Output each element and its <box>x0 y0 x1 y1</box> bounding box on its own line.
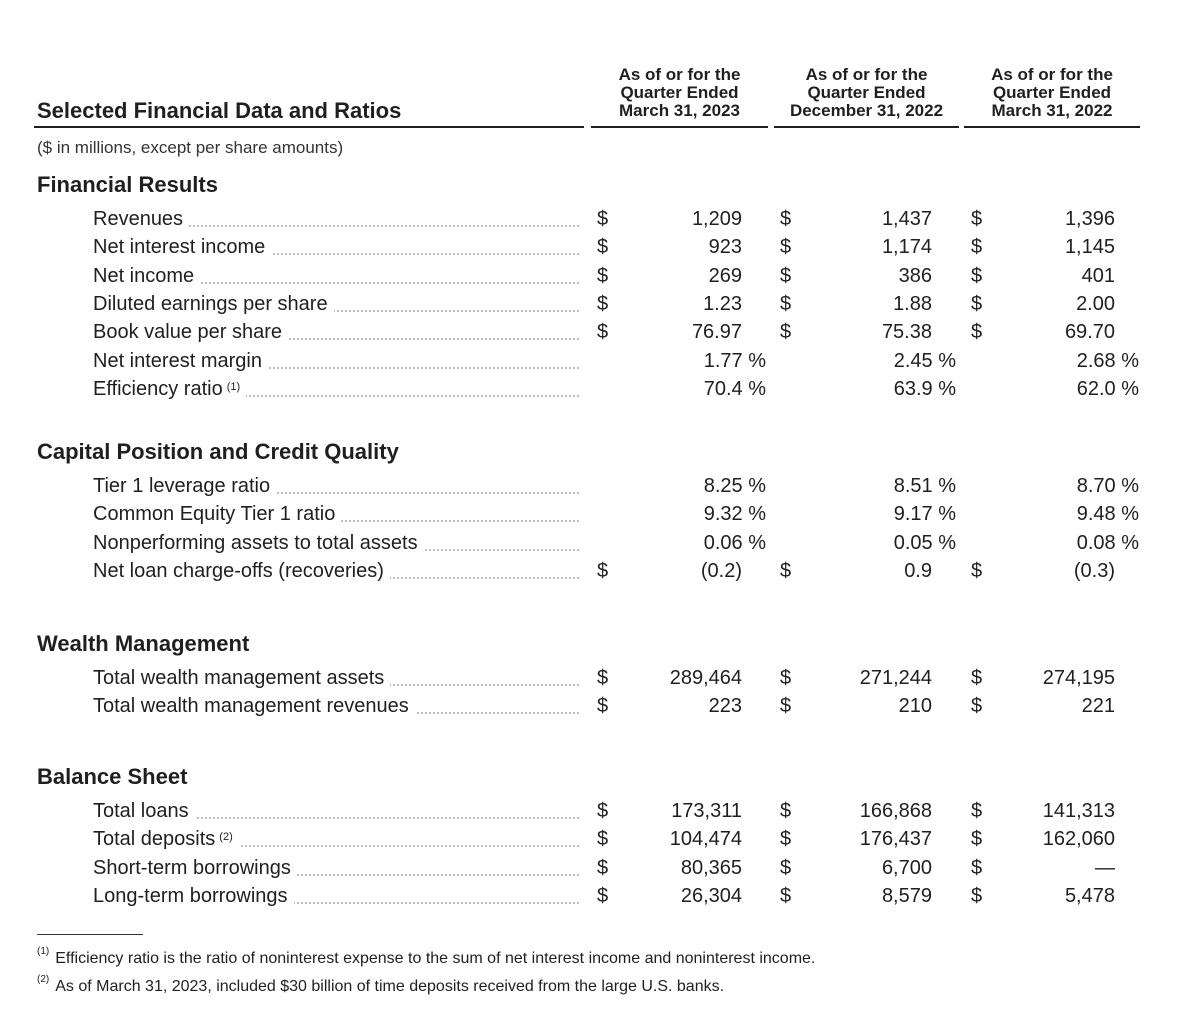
row-label-text: Diluted earnings per share <box>93 292 328 315</box>
row-label <box>93 501 341 527</box>
column-header-line: As of or for the <box>805 65 928 84</box>
title-rule <box>34 126 584 128</box>
row-label-text: Common Equity Tier 1 ratio <box>93 503 336 526</box>
cell-value: 1.23 <box>703 292 742 315</box>
cell-value: 269 <box>708 264 742 287</box>
dollar-sign: $ <box>597 236 609 259</box>
cell-value: 289,464 <box>669 667 742 689</box>
row-label <box>93 883 294 909</box>
footnote-reference: (2) <box>219 831 233 844</box>
footnote-2 <box>37 974 725 996</box>
dollar-sign: $ <box>971 559 983 582</box>
cell-value: 26,304 <box>680 884 742 907</box>
dollar-sign: $ <box>780 264 792 287</box>
row-label-text: Short-term borrowings <box>93 856 291 879</box>
dollar-sign: $ <box>597 856 609 879</box>
cell-value: 6,700 <box>881 856 932 879</box>
cell-value: 176,437 <box>859 828 932 851</box>
cell-value: 63.9 % <box>893 377 956 400</box>
row-label <box>93 693 415 719</box>
cell-value: 0.06 % <box>703 531 766 554</box>
dollar-sign: $ <box>597 884 609 907</box>
column-rule-2 <box>774 126 959 128</box>
cell-value: 1,437 <box>881 208 932 230</box>
column-header-1 <box>593 66 766 120</box>
cell-value: 70.4 % <box>703 377 766 400</box>
dollar-sign: $ <box>780 236 792 259</box>
column-header-2 <box>776 66 957 120</box>
row-label-text: Total deposits <box>93 828 216 851</box>
row-label-text: Nonperforming assets to total assets <box>93 531 418 554</box>
row-label-text: Net interest income <box>93 236 266 259</box>
dollar-sign: $ <box>971 800 983 822</box>
row-label-text: Total wealth management revenues <box>93 695 409 718</box>
dollar-sign: $ <box>971 236 983 259</box>
table-row <box>0 501 1195 529</box>
table-row <box>0 530 1195 558</box>
section-title-wealth-management: Wealth Management <box>37 631 250 656</box>
row-label-text: Net interest margin <box>93 349 262 372</box>
cell-value: 9.32 % <box>703 503 766 526</box>
dollar-sign: $ <box>780 856 792 879</box>
row-label <box>93 376 246 402</box>
row-label <box>93 348 268 374</box>
cell-value: 401 <box>1081 264 1115 287</box>
table-row <box>0 665 1195 693</box>
cell-value: 1,174 <box>881 236 932 259</box>
dollar-sign: $ <box>780 800 792 822</box>
table-title: Selected Financial Data and Ratios <box>37 98 402 123</box>
table-row <box>0 263 1195 291</box>
table-row <box>0 473 1195 501</box>
dollar-sign: $ <box>597 667 609 689</box>
table-row <box>0 883 1195 911</box>
cell-value: 9.17 % <box>893 503 956 526</box>
row-label-text: Total wealth management assets <box>93 667 385 689</box>
dollar-sign: $ <box>597 292 609 315</box>
dollar-sign: $ <box>597 559 609 582</box>
cell-value: 76.97 <box>691 321 742 344</box>
dollar-sign: $ <box>971 292 983 315</box>
column-header-line: March 31, 2022 <box>991 101 1113 120</box>
column-rule-1 <box>591 126 768 128</box>
row-label-text: Total loans <box>93 800 189 822</box>
cell-value: 69.70 <box>1064 321 1115 344</box>
table-row <box>0 234 1195 262</box>
row-label <box>93 530 424 556</box>
cell-value: 1,396 <box>1064 208 1115 230</box>
cell-value: 1.88 <box>893 292 932 315</box>
table-row <box>0 319 1195 347</box>
row-label <box>93 291 334 317</box>
dollar-sign: $ <box>971 321 983 344</box>
cell-value: 1,145 <box>1064 236 1115 259</box>
cell-value: 173,311 <box>671 800 742 822</box>
column-header-line: Quarter Ended <box>620 83 739 102</box>
dollar-sign: $ <box>780 292 792 315</box>
column-header-line: December 31, 2022 <box>789 101 944 120</box>
cell-value: 210 <box>898 695 932 718</box>
dollar-sign: $ <box>597 695 609 718</box>
cell-value: 1,209 <box>691 208 742 230</box>
table-row <box>0 798 1195 826</box>
dollar-sign: $ <box>971 208 983 230</box>
cell-value: 274,195 <box>1042 667 1115 689</box>
table-row <box>0 291 1195 319</box>
row-label <box>93 558 390 584</box>
row-label <box>93 855 297 881</box>
footnote-reference: (1) <box>226 380 241 393</box>
dollar-sign: $ <box>597 321 609 344</box>
units-note: ($ in millions, except per share amounts) <box>37 138 344 157</box>
table-row <box>0 206 1195 234</box>
dollar-sign: $ <box>597 264 609 287</box>
cell-value: 2.00 <box>1076 292 1115 315</box>
table-row <box>0 376 1195 404</box>
dollar-sign: $ <box>780 695 792 718</box>
row-label <box>93 319 288 345</box>
cell-value: 75.38 <box>881 321 932 344</box>
cell-value: 5,478 <box>1064 884 1115 907</box>
footnote-mark: (1) <box>37 946 50 957</box>
cell-value: 221 <box>1081 695 1115 718</box>
cell-value: 2.45 % <box>893 349 956 372</box>
row-label-text: Tier 1 leverage ratio <box>93 475 271 497</box>
footnote-rule <box>37 934 143 935</box>
column-header-line: As of or for the <box>991 65 1113 84</box>
cell-value: 8,579 <box>881 884 932 907</box>
cell-value: 0.9 <box>904 559 932 582</box>
row-label <box>93 665 390 691</box>
cell-value: 104,474 <box>669 828 742 851</box>
dollar-sign: $ <box>597 800 609 822</box>
table-row <box>0 826 1195 854</box>
table-row <box>0 855 1195 883</box>
cell-value: 271,244 <box>859 667 932 689</box>
column-rule-3 <box>964 126 1140 128</box>
row-label <box>93 206 189 232</box>
cell-value: 141,313 <box>1042 800 1115 822</box>
cell-value: (0.3) <box>1073 559 1115 582</box>
dollar-sign: $ <box>780 321 792 344</box>
row-label-text: Book value per share <box>93 321 283 344</box>
table-row <box>0 558 1195 586</box>
footnote-text: Efficiency ratio is the ratio of noninterest expense to the sum of net interest income and noninterest income. <box>55 950 816 967</box>
section-title-capital-position: Capital Position and Credit Quality <box>37 439 399 464</box>
dollar-sign: $ <box>971 695 983 718</box>
cell-value: 162,060 <box>1042 828 1115 851</box>
row-label <box>93 826 239 852</box>
dollar-sign: $ <box>780 667 792 689</box>
dollar-sign: $ <box>597 828 609 851</box>
column-header-line: As of or for the <box>618 65 741 84</box>
cell-value: 62.0 % <box>1076 377 1139 400</box>
table-row <box>0 348 1195 376</box>
cell-value: 386 <box>898 264 932 287</box>
footnote-text: As of March 31, 2023, included $30 billion of time deposits received from the large U.S. banks. <box>55 978 725 995</box>
section-title-financial-results: Financial Results <box>37 172 218 197</box>
dollar-sign: $ <box>971 828 983 851</box>
cell-value: 1.77 % <box>703 349 766 372</box>
cell-value: (0.2) <box>700 559 742 582</box>
dollar-sign: $ <box>971 264 983 287</box>
dollar-sign: $ <box>971 856 983 879</box>
cell-value: 923 <box>708 236 742 259</box>
column-header-line: Quarter Ended <box>992 83 1112 102</box>
row-label-text: Net income <box>93 264 195 287</box>
dollar-sign: $ <box>780 208 792 230</box>
dollar-sign: $ <box>971 884 983 907</box>
row-label-text: Efficiency ratio <box>93 377 223 400</box>
footnote-1 <box>37 946 816 968</box>
cell-value: 8.51 % <box>893 475 956 497</box>
cell-value: 9.48 % <box>1076 503 1139 526</box>
row-label <box>93 473 276 499</box>
table-row <box>0 693 1195 721</box>
row-label <box>93 798 195 824</box>
cell-value: 0.08 % <box>1076 531 1139 554</box>
dollar-sign: $ <box>780 559 792 582</box>
footnote-mark: (2) <box>37 974 50 985</box>
row-label <box>93 234 271 260</box>
row-label <box>93 263 200 289</box>
row-label-text: Revenues <box>93 208 184 230</box>
cell-value: 166,868 <box>859 800 932 822</box>
cell-value: 8.25 % <box>703 475 766 497</box>
section-title-balance-sheet: Balance Sheet <box>37 764 188 789</box>
dollar-sign: $ <box>780 884 792 907</box>
row-label-text: Long-term borrowings <box>93 884 288 907</box>
cell-value: 223 <box>708 695 742 718</box>
column-header-line: Quarter Ended <box>807 83 926 102</box>
column-header-3 <box>966 66 1138 120</box>
dollar-sign: $ <box>597 208 609 230</box>
row-label-text: Net loan charge-offs (recoveries) <box>93 559 384 582</box>
dollar-sign: $ <box>971 667 983 689</box>
column-header-line: March 31, 2023 <box>619 101 740 120</box>
cell-value: 0.05 % <box>893 531 956 554</box>
cell-value: 80,365 <box>680 856 742 879</box>
cell-value: — <box>1095 856 1115 879</box>
cell-value: 8.70 % <box>1076 475 1139 497</box>
dollar-sign: $ <box>780 828 792 851</box>
cell-value: 2.68 % <box>1076 349 1139 372</box>
